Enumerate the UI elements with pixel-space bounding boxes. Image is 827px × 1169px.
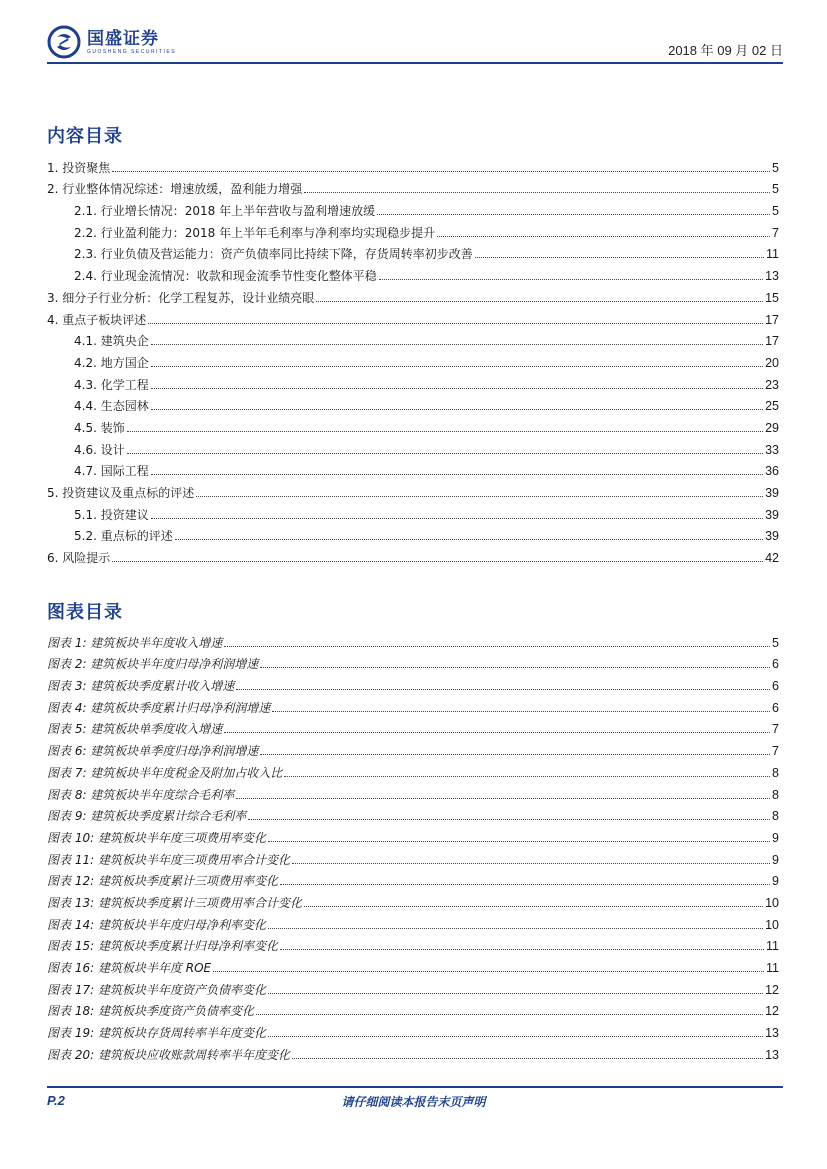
toc-entry-page: 33 <box>765 442 779 457</box>
toc-list <box>47 153 779 565</box>
dot-leader <box>268 928 763 929</box>
dot-leader <box>304 906 763 907</box>
dot-leader <box>268 1036 763 1037</box>
figure-entry-page: 6 <box>772 679 779 694</box>
figure-entry-label: 图表 6: 建筑板块单季度归母净利润增速 <box>47 744 259 759</box>
toc-entry[interactable] <box>47 196 779 218</box>
toc-entry[interactable] <box>47 522 779 544</box>
figure-entry-label: 图表 4: 建筑板块季度累计归母净利润增速 <box>47 700 271 715</box>
toc-entry-page: 39 <box>765 507 779 522</box>
figure-entry-page: 9 <box>772 852 779 867</box>
toc-entry-page: 17 <box>765 334 779 349</box>
dot-leader <box>224 646 770 647</box>
toc-entry[interactable] <box>47 261 779 283</box>
dot-leader <box>151 518 763 519</box>
figure-entry[interactable] <box>47 932 779 954</box>
toc-entry-label: 1. 投资聚焦 <box>47 160 111 175</box>
dot-leader <box>213 971 764 972</box>
toc-entry-label: 5.2. 重点标的评述 <box>74 529 173 544</box>
figures-title: 图表目录 <box>47 602 123 623</box>
toc-title: 内容目录 <box>47 126 123 147</box>
figure-entry-label: 图表 14: 建筑板块半年度归母净利率变化 <box>47 917 266 932</box>
dot-leader <box>377 214 770 215</box>
toc-entry-page: 25 <box>765 399 779 414</box>
figure-entry-page: 6 <box>772 700 779 715</box>
dot-leader <box>316 301 763 302</box>
toc-entry[interactable] <box>47 370 779 392</box>
toc-entry-label: 2.4. 行业现金流情况：收款和现金流季节性变化整体平稳 <box>74 269 377 284</box>
toc-entry-label: 5. 投资建议及重点标的评述 <box>47 486 195 500</box>
figure-entry[interactable] <box>47 953 779 975</box>
logo-english-name: GUOSHENG SECURITIES <box>87 48 177 55</box>
figure-entry-label: 图表 16: 建筑板块半年度 ROE <box>47 961 212 975</box>
toc-entry-page: 5 <box>772 182 779 197</box>
toc-entry-label: 2. 行业整体情况综述：增速放缓，盈利能力增强 <box>47 182 303 197</box>
footer-divider <box>47 1086 783 1088</box>
figures-list <box>47 628 779 1062</box>
figure-entry-label: 图表 3: 建筑板块季度累计收入增速 <box>47 679 235 694</box>
figure-entry-label: 图表 12: 建筑板块季度累计三项费用率变化 <box>47 874 278 889</box>
figure-entry-page: 8 <box>772 765 779 780</box>
toc-entry-label: 4.1. 建筑央企 <box>74 334 149 349</box>
header-divider <box>47 62 783 64</box>
figure-entry-page: 10 <box>765 895 779 910</box>
dot-leader <box>236 798 770 799</box>
figure-entry[interactable] <box>47 628 779 650</box>
dot-leader <box>280 949 764 950</box>
figure-entry-page: 12 <box>765 1004 779 1019</box>
figure-entry-label: 图表 17: 建筑板块半年度资产负债率变化 <box>47 982 266 997</box>
dot-leader <box>475 257 764 258</box>
figure-entry-label: 图表 19: 建筑板块存货周转率半年度变化 <box>47 1026 266 1041</box>
dot-leader <box>292 1058 763 1059</box>
toc-entry-page: 42 <box>765 551 779 566</box>
toc-entry-label: 4.7. 国际工程 <box>74 464 149 479</box>
dot-leader <box>260 754 770 755</box>
dot-leader <box>304 192 770 193</box>
toc-entry[interactable] <box>47 218 779 240</box>
toc-entry[interactable] <box>47 478 779 500</box>
figure-entry[interactable] <box>47 693 779 715</box>
toc-entry-label: 2.3. 行业负债及营运能力：资产负债率同比持续下降，存货周转率初步改善 <box>74 247 473 262</box>
dot-leader <box>292 863 770 864</box>
figure-entry-page: 12 <box>765 982 779 997</box>
figure-entry-label: 图表 1: 建筑板块半年度收入增速 <box>47 635 223 650</box>
dot-leader <box>437 236 770 237</box>
figure-entry-label: 图表 9: 建筑板块季度累计综合毛利率 <box>47 809 247 824</box>
figure-entry[interactable] <box>47 823 779 845</box>
dot-leader <box>256 1014 763 1015</box>
toc-entry-page: 36 <box>765 464 779 479</box>
dot-leader <box>284 776 770 777</box>
toc-entry-page: 13 <box>765 269 779 284</box>
figure-entry[interactable] <box>47 975 779 997</box>
toc-entry-label: 4.4. 生态园林 <box>74 399 149 414</box>
toc-entry-label: 4.3. 化学工程 <box>74 377 149 392</box>
toc-entry-page: 11 <box>766 247 779 262</box>
toc-entry-label: 5.1. 投资建议 <box>74 507 149 522</box>
toc-entry-page: 17 <box>765 312 779 327</box>
toc-entry[interactable] <box>47 348 779 370</box>
report-date: 2018 年 09 月 02 日 <box>668 43 783 58</box>
figure-entry-label: 图表 13: 建筑板块季度累计三项费用率合计变化 <box>47 895 302 910</box>
figure-entry-label: 图表 5: 建筑板块单季度收入增速 <box>47 722 223 737</box>
dot-leader <box>224 732 770 733</box>
figure-entry[interactable] <box>47 802 779 824</box>
toc-entry[interactable] <box>47 435 779 457</box>
dot-leader <box>379 279 763 280</box>
figure-entry[interactable] <box>47 888 779 910</box>
toc-entry[interactable] <box>47 175 779 197</box>
figure-entry-page: 9 <box>772 830 779 845</box>
page-number: P.2 <box>47 1093 65 1108</box>
figure-entry[interactable] <box>47 736 779 758</box>
figure-entry-page: 10 <box>765 917 779 932</box>
figure-entry-label: 图表 10: 建筑板块半年度三项费用率变化 <box>47 830 266 845</box>
dot-leader <box>272 711 770 712</box>
figure-entry-page: 11 <box>766 961 779 975</box>
toc-entry[interactable] <box>47 153 779 175</box>
toc-entry-page: 5 <box>772 204 779 219</box>
dot-leader <box>236 689 770 690</box>
toc-entry-page: 20 <box>765 355 779 370</box>
figure-entry-page: 13 <box>765 1026 779 1041</box>
toc-entry-label: 4.5. 装饰 <box>74 420 125 435</box>
figure-entry[interactable] <box>47 867 779 889</box>
figure-entry[interactable] <box>47 1040 779 1062</box>
figure-entry-label: 图表 11: 建筑板块半年度三项费用率合计变化 <box>47 852 290 867</box>
figure-entry-page: 8 <box>772 809 779 824</box>
toc-entry-label: 4.2. 地方国企 <box>74 355 149 370</box>
figure-entry-page: 6 <box>772 657 779 672</box>
figure-entry-label: 图表 20: 建筑板块应收账款周转率半年度变化 <box>47 1047 290 1062</box>
dot-leader <box>248 819 770 820</box>
toc-entry-page: 39 <box>765 486 779 500</box>
dot-leader <box>151 388 763 389</box>
page-header <box>47 22 783 62</box>
figure-entry-page: 11 <box>766 939 779 954</box>
toc-entry-label: 2.2. 行业盈利能力：2018 年上半年毛利率与净利率均实现稳步提升 <box>74 225 436 240</box>
dot-leader <box>151 344 763 345</box>
dot-leader <box>268 841 770 842</box>
figure-entry[interactable] <box>47 1018 779 1040</box>
toc-entry-page: 29 <box>765 420 779 435</box>
figure-entry-page: 9 <box>772 874 779 889</box>
toc-entry[interactable] <box>47 283 779 305</box>
figure-entry[interactable] <box>47 910 779 932</box>
figure-entry[interactable] <box>47 671 779 693</box>
dot-leader <box>151 474 763 475</box>
figure-entry[interactable] <box>47 997 779 1019</box>
dot-leader <box>127 431 763 432</box>
toc-entry-label: 2.1. 行业增长情况：2018 年上半年营收与盈利增速放缓 <box>74 204 376 219</box>
toc-entry[interactable] <box>47 392 779 414</box>
toc-entry[interactable] <box>47 500 779 522</box>
figure-entry-page: 7 <box>772 722 779 737</box>
toc-entry-page: 23 <box>765 377 779 392</box>
figure-entry-page: 13 <box>765 1047 779 1062</box>
figure-entry[interactable] <box>47 650 779 672</box>
dot-leader <box>151 409 763 410</box>
toc-entry[interactable] <box>47 543 779 565</box>
toc-entry-label: 4.6. 设计 <box>74 442 125 457</box>
figure-entry[interactable] <box>47 758 779 780</box>
toc-entry-label: 6. 风险提示 <box>47 551 111 566</box>
toc-entry[interactable] <box>47 457 779 479</box>
figure-entry-label: 图表 7: 建筑板块半年度税金及附加占收入比 <box>47 765 283 780</box>
toc-entry[interactable] <box>47 240 779 262</box>
figure-entry-page: 5 <box>772 635 779 650</box>
disclaimer-note: 请仔细阅读本报告末页声明 <box>341 1095 486 1109</box>
dot-leader <box>268 993 763 994</box>
company-logo <box>47 24 176 60</box>
figure-entry-label: 图表 8: 建筑板块半年度综合毛利率 <box>47 787 235 802</box>
toc-entry-page: 15 <box>765 290 779 305</box>
toc-entry-page: 39 <box>765 529 779 544</box>
figure-entry-page: 7 <box>772 744 779 759</box>
dot-leader <box>151 366 763 367</box>
toc-entry[interactable] <box>47 305 779 327</box>
toc-entry[interactable] <box>47 413 779 435</box>
dot-leader <box>112 171 770 172</box>
toc-entry[interactable] <box>47 327 779 349</box>
figure-entry-label: 图表 15: 建筑板块季度累计归母净利率变化 <box>47 939 278 954</box>
dot-leader <box>260 667 770 668</box>
figure-entry[interactable] <box>47 845 779 867</box>
dot-leader <box>148 323 763 324</box>
toc-entry-label: 4. 重点子板块评述 <box>47 312 147 327</box>
figure-entry[interactable] <box>47 715 779 737</box>
dot-leader <box>175 539 763 540</box>
dot-leader <box>127 453 763 454</box>
logo-chinese-name: 国盛证券 <box>87 28 159 49</box>
toc-entry-page: 5 <box>772 160 779 175</box>
figure-entry-label: 图表 2: 建筑板块半年度归母净利润增速 <box>47 657 259 672</box>
dot-leader <box>196 496 763 497</box>
toc-entry-label: 3. 细分子行业分析：化学工程复苏，设计业绩亮眼 <box>47 290 315 305</box>
dot-leader <box>112 561 763 562</box>
toc-entry-page: 7 <box>772 225 779 240</box>
logo-icon <box>47 25 81 59</box>
dot-leader <box>280 884 770 885</box>
figure-entry-page: 8 <box>772 787 779 802</box>
figure-entry-label: 图表 18: 建筑板块季度资产负债率变化 <box>47 1004 254 1019</box>
figure-entry[interactable] <box>47 780 779 802</box>
